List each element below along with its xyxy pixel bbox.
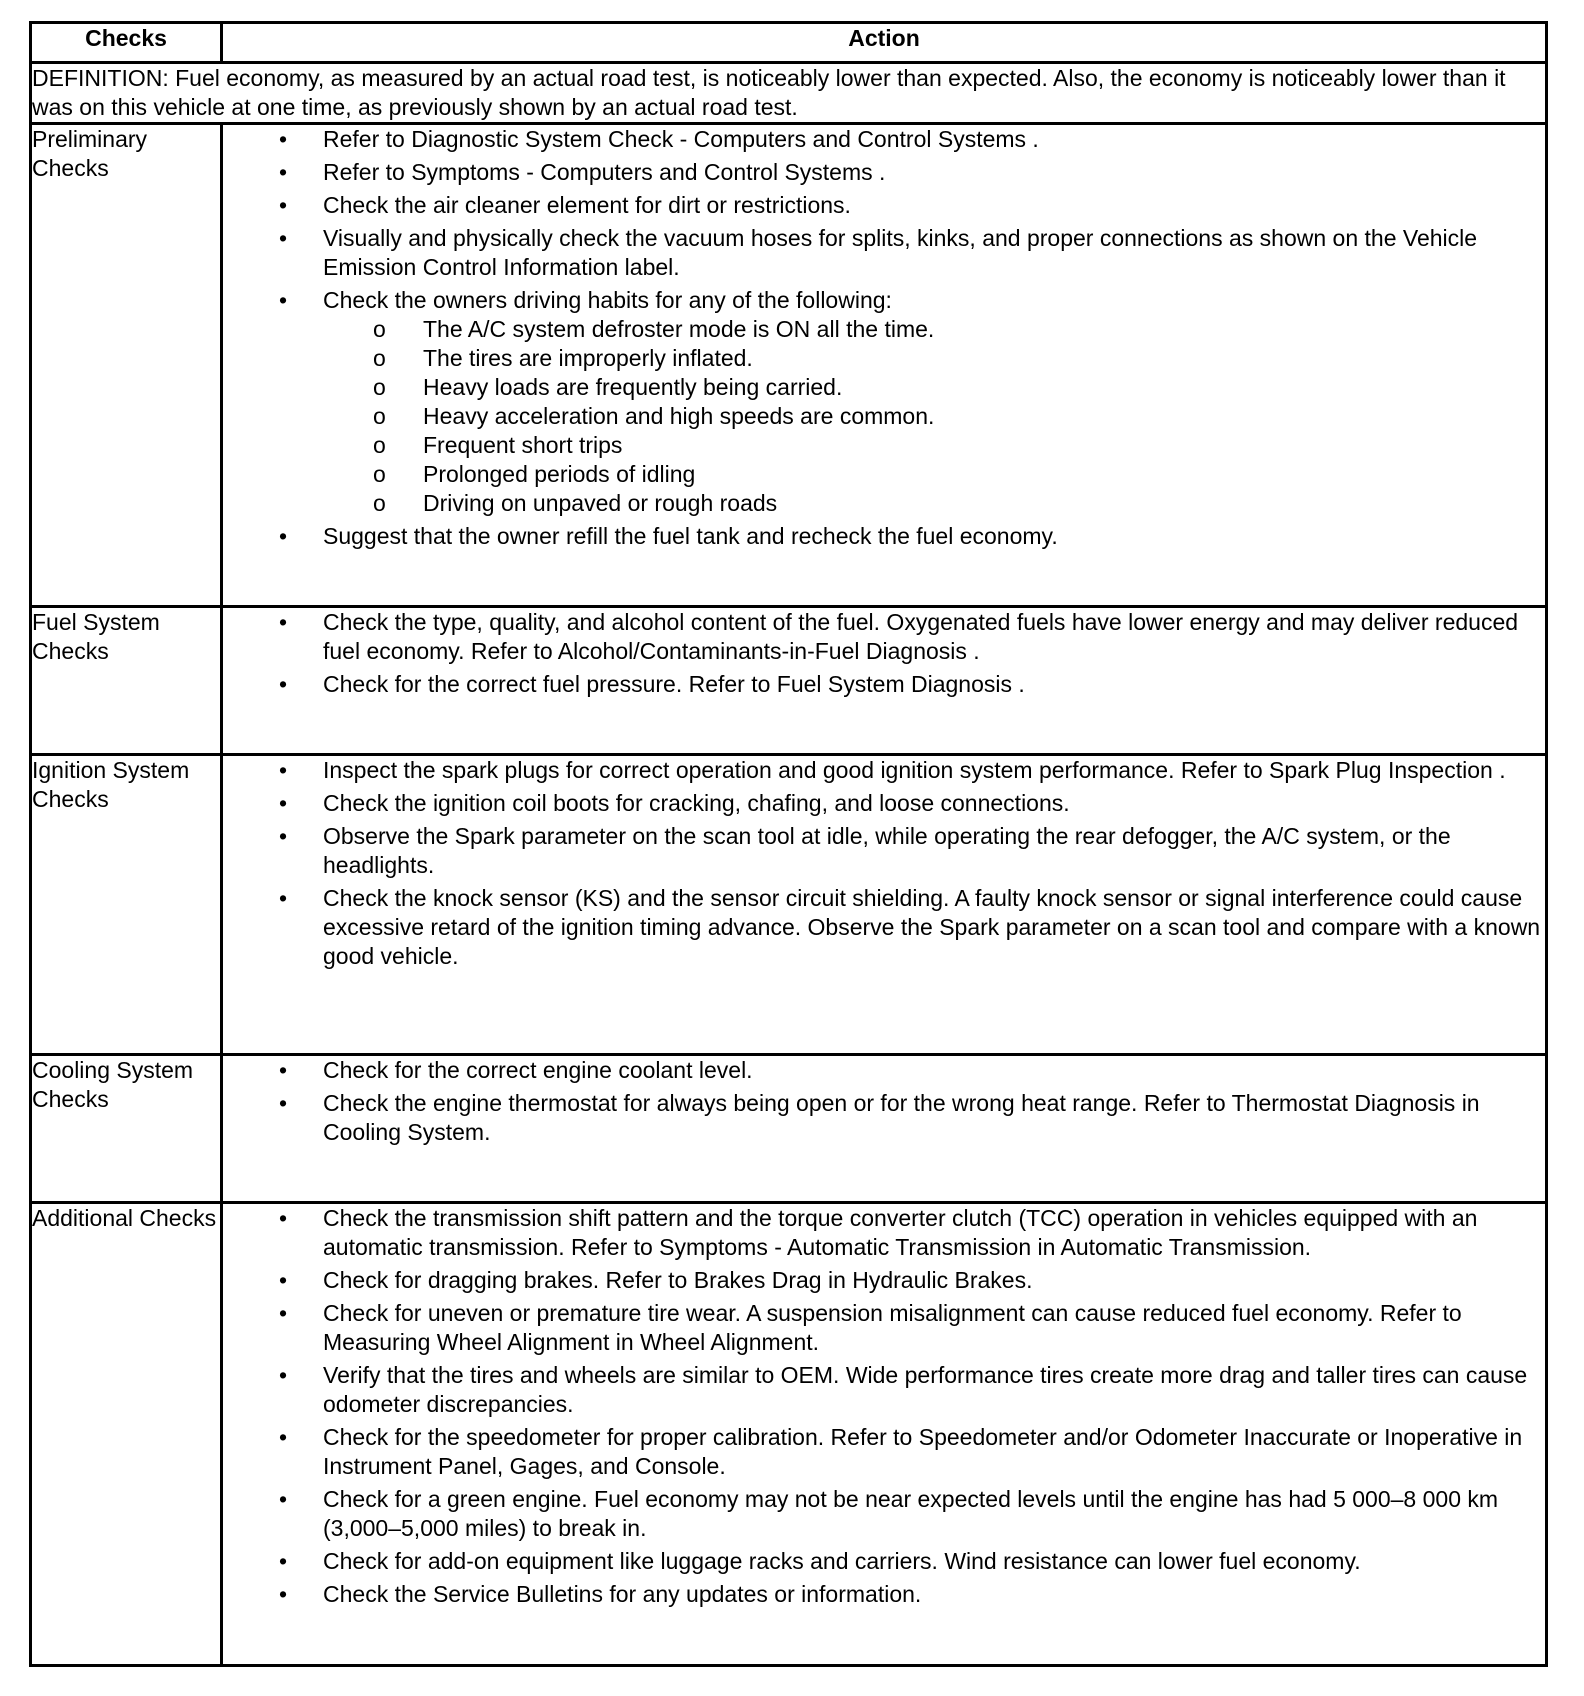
bullet-icon: •	[279, 790, 288, 816]
circle-bullet-icon: o	[373, 316, 386, 342]
circle-bullet-icon: o	[373, 374, 386, 400]
bullet-icon: •	[279, 1548, 288, 1574]
row-cooling-system-checks	[31, 1055, 1547, 1203]
list-item	[223, 1266, 1545, 1295]
circle-bullet-icon: o	[373, 403, 386, 429]
row-label: Additional Checks	[31, 1203, 222, 1666]
item-text: Check the owners driving habits for any of the following:	[323, 287, 892, 313]
bullet-list	[223, 125, 1545, 551]
row-ignition-system-checks	[31, 755, 1547, 1055]
circle-bullet-icon: o	[373, 461, 386, 487]
bullet-icon: •	[279, 1581, 288, 1607]
list-item	[223, 1485, 1545, 1543]
item-text: Suggest that the owner refill the fuel tank and recheck the fuel economy.	[323, 523, 1058, 549]
list-item	[223, 884, 1545, 971]
bullet-icon: •	[279, 1205, 288, 1231]
row-label: Cooling System Checks	[31, 1055, 222, 1203]
definition-text: DEFINITION: Fuel economy, as measured by an actual road test, is noticeably lower than expected. Also, the economy is noticeably lower than it was on this vehicle at one time, as previously shown by an actual road test.	[31, 63, 1547, 124]
item-text: Check the air cleaner element for dirt or restrictions.	[323, 192, 851, 218]
list-item	[223, 158, 1545, 187]
sub-list-item	[323, 344, 1545, 373]
action-cell	[222, 755, 1547, 1055]
item-text: Check for a green engine. Fuel economy may not be near expected levels until the engine has had 5 000–8 000 km (3,000–5,000 miles) to break in.	[323, 1486, 1499, 1541]
item-text: Check for add-on equipment like luggage racks and carriers. Wind resistance can lower fuel economy.	[323, 1548, 1361, 1574]
bullet-icon: •	[279, 225, 288, 251]
item-text: Check the ignition coil boots for cracking, chafing, and loose connections.	[323, 790, 1070, 816]
bullet-icon: •	[279, 1090, 288, 1116]
action-cell	[222, 607, 1547, 755]
item-text: Observe the Spark parameter on the scan tool at idle, while operating the rear defogger, the A/C system, or the headlights.	[323, 823, 1451, 878]
list-item	[223, 191, 1545, 220]
sub-item-text: The A/C system defroster mode is ON all the time.	[423, 316, 935, 342]
row-additional-checks	[31, 1203, 1547, 1666]
circle-bullet-icon: o	[373, 345, 386, 371]
sub-list-item	[323, 373, 1545, 402]
bullet-list	[223, 1056, 1545, 1147]
sub-list-item	[323, 431, 1545, 460]
bullet-icon: •	[279, 192, 288, 218]
row-label: Preliminary Checks	[31, 124, 222, 607]
item-text: Check the transmission shift pattern and the torque converter clutch (TCC) operation in vehicles equipped with an automatic transmission. Refer to Symptoms - Automatic Transmission in Automatic Transmission.	[323, 1205, 1478, 1260]
bullet-icon: •	[279, 1486, 288, 1512]
list-item	[223, 1361, 1545, 1419]
item-text: Check the knock sensor (KS) and the sensor circuit shielding. A faulty knock sensor or signal interference could cause excessive retard of the ignition timing advance. Observe the Spark parameter on a scan tool and compare with a known good vehicle.	[323, 885, 1541, 969]
item-text: Check the type, quality, and alcohol content of the fuel. Oxygenated fuels have lower energy and may deliver reduced fuel economy. Refer to Alcohol/Contaminants-in-Fuel Diagnosis .	[323, 609, 1519, 664]
sub-list-item	[323, 489, 1545, 518]
list-item	[223, 822, 1545, 880]
item-text: Refer to Diagnostic System Check - Computers and Control Systems .	[323, 126, 1039, 152]
sub-item-text: Frequent short trips	[423, 432, 623, 458]
list-item	[223, 224, 1545, 282]
header-action: Action	[222, 23, 1547, 63]
row-label: Ignition System Checks	[31, 755, 222, 1055]
bullet-icon: •	[279, 1362, 288, 1388]
sub-item-text: The tires are improperly inflated.	[423, 345, 753, 371]
bullet-icon: •	[279, 885, 288, 911]
list-item	[223, 608, 1545, 666]
bullet-icon: •	[279, 1267, 288, 1293]
sub-list-item	[323, 460, 1545, 489]
item-text: Check for the speedometer for proper calibration. Refer to Speedometer and/or Odometer Inaccurate or Inoperative in Instrument Panel, Gages, and Console.	[323, 1424, 1523, 1479]
sub-list	[323, 315, 1545, 518]
action-cell	[222, 124, 1547, 607]
sub-list-item	[323, 315, 1545, 344]
bullet-icon: •	[279, 1057, 288, 1083]
row-preliminary-checks	[31, 124, 1547, 607]
item-text: Check for uneven or premature tire wear. A suspension misalignment can cause reduced fuel economy. Refer to Measuring Wheel Alignment in Wheel Alignment.	[323, 1300, 1462, 1355]
list-item	[223, 1423, 1545, 1481]
list-item	[223, 1299, 1545, 1357]
sub-item-text: Heavy loads are frequently being carried.	[423, 374, 843, 400]
sub-item-text: Driving on unpaved or rough roads	[423, 490, 778, 516]
bullet-icon: •	[279, 757, 288, 783]
row-label: Fuel System Checks	[31, 607, 222, 755]
bullet-icon: •	[279, 671, 288, 697]
item-text: Check the Service Bulletins for any updates or information.	[323, 1581, 922, 1607]
circle-bullet-icon: o	[373, 432, 386, 458]
sub-item-text: Heavy acceleration and high speeds are common.	[423, 403, 935, 429]
list-item	[223, 286, 1545, 518]
action-cell	[222, 1203, 1547, 1666]
bullet-icon: •	[279, 1424, 288, 1450]
list-item	[223, 1547, 1545, 1576]
item-text: Verify that the tires and wheels are similar to OEM. Wide performance tires create more drag and taller tires can cause odometer discrepancies.	[323, 1362, 1528, 1417]
row-fuel-system-checks	[31, 607, 1547, 755]
bullet-list	[223, 608, 1545, 699]
sub-item-text: Prolonged periods of idling	[423, 461, 696, 487]
list-item	[223, 125, 1545, 154]
list-item	[223, 1056, 1545, 1085]
list-item	[223, 1580, 1545, 1609]
bullet-icon: •	[279, 823, 288, 849]
bullet-icon: •	[279, 159, 288, 185]
header-row	[31, 23, 1547, 63]
item-text: Check for the correct engine coolant level.	[323, 1057, 753, 1083]
bullet-list	[223, 756, 1545, 971]
bullet-list	[223, 1204, 1545, 1609]
header-checks: Checks	[31, 23, 222, 63]
item-text: Check for the correct fuel pressure. Refer to Fuel System Diagnosis .	[323, 671, 1025, 697]
list-item	[223, 1204, 1545, 1262]
item-text: Visually and physically check the vacuum hoses for splits, kinks, and proper connections as shown on the Vehicle Emission Control Information label.	[323, 225, 1478, 280]
item-text: Check for dragging brakes. Refer to Brakes Drag in Hydraulic Brakes.	[323, 1267, 1033, 1293]
list-item	[223, 1089, 1545, 1147]
bullet-icon: •	[279, 609, 288, 635]
list-item	[223, 670, 1545, 699]
list-item	[223, 756, 1545, 785]
diagnostic-table	[29, 21, 1548, 1667]
list-item	[223, 789, 1545, 818]
bullet-icon: •	[279, 523, 288, 549]
item-text: Refer to Symptoms - Computers and Control Systems .	[323, 159, 886, 185]
list-item	[223, 522, 1545, 551]
definition-row	[31, 63, 1547, 124]
sub-list-item	[323, 402, 1545, 431]
circle-bullet-icon: o	[373, 490, 386, 516]
bullet-icon: •	[279, 1300, 288, 1326]
bullet-icon: •	[279, 287, 288, 313]
item-text: Inspect the spark plugs for correct operation and good ignition system performance. Refer to Spark Plug Inspection .	[323, 757, 1506, 783]
item-text: Check the engine thermostat for always being open or for the wrong heat range. Refer to Thermostat Diagnosis in Cooling System.	[323, 1090, 1480, 1145]
action-cell	[222, 1055, 1547, 1203]
bullet-icon: •	[279, 126, 288, 152]
